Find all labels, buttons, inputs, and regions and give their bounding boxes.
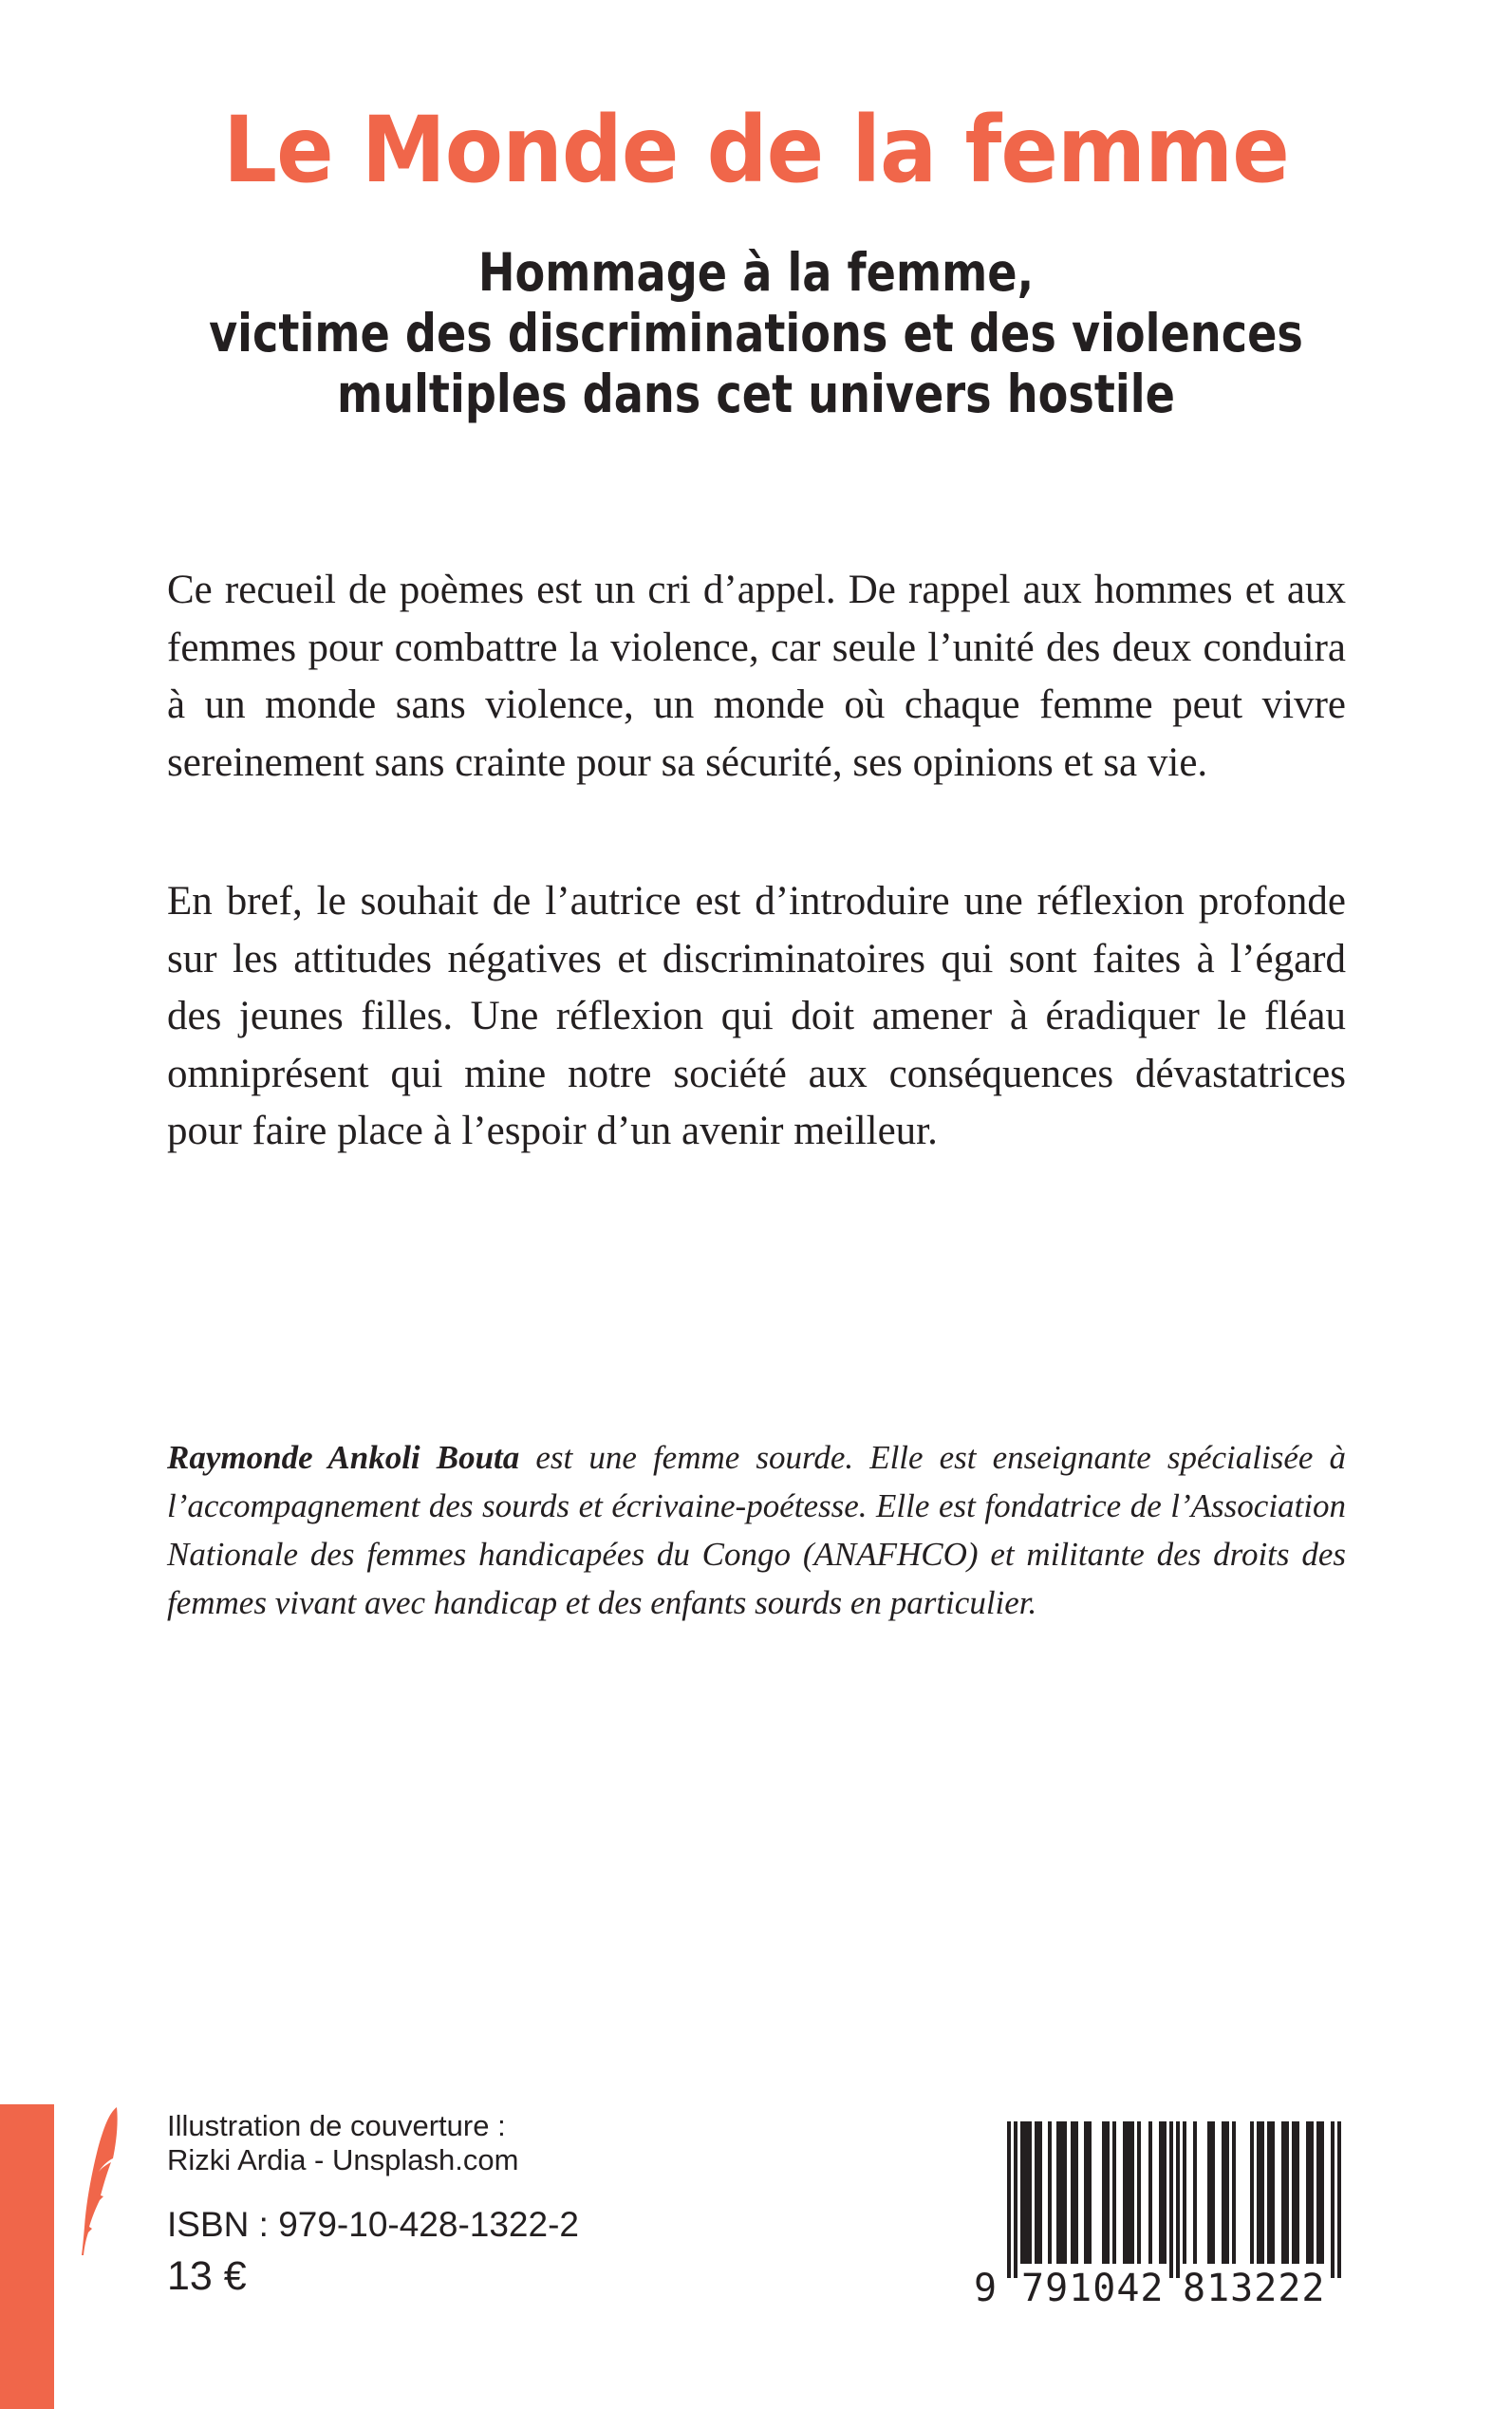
subtitle-line-1: Hommage à la femme, <box>477 242 1035 303</box>
feather-icon <box>81 2105 119 2257</box>
isbn-label: ISBN : 979-10-428-1322-2 <box>167 2205 579 2244</box>
credits-line-1: Illustration de couverture : <box>167 2109 506 2142</box>
accent-bar <box>0 2104 54 2409</box>
author-name: Raymonde Ankoli Bouta <box>167 1439 520 1476</box>
cover-illustration-credits <box>167 2109 518 2177</box>
book-subtitle <box>121 242 1391 424</box>
barcode-first-digit: 9 <box>974 2267 999 2310</box>
author-bio <box>167 1433 1346 1627</box>
barcode-right-digits: 813222 <box>1183 2267 1326 2310</box>
barcode-left-digits: 791042 <box>1021 2267 1165 2310</box>
book-title: Le Monde de la femme <box>223 97 1289 203</box>
blurb-paragraph-2: En bref, le souhait de l’autrice est d’introduire une réflexion profonde sur les attitudes négatives et discriminatoires qui sont faites à l’égard des jeunes filles. Une réflexion qui doit amener à éradiquer le fléau omniprésent qui mine notre société aux conséquences dévastatrices pour faire place à l’espoir d’un avenir meilleur. <box>167 879 1346 1153</box>
price-label: 13 € <box>167 2253 247 2299</box>
subtitle-line-3: multiples dans cet univers hostile <box>337 364 1175 424</box>
credits-line-2: Rizki Ardia - Unsplash.com <box>167 2143 519 2176</box>
subtitle-line-2: victime des discriminations et des violences <box>209 303 1303 364</box>
author-bio-text: est une femme sourde. Elle est enseignante spécialisée à l’accompagnement des sourds et écrivaine-poétesse. Elle est fondatrice de l’Association Nationale des femmes handicapées du Congo (ANAFHCO) et militante des droits des femmes vivant avec handicap et des enfants sourds en particulier. <box>167 1439 1347 1621</box>
blurb-paragraph-1: Ce recueil de poèmes est un cri d’appel. De rappel aux hommes et aux femmes pour combattre la violence, car seule l’unité des deux conduira à un monde sans violence, un monde où chaque femme peut vivre sereinement sans crainte pour sa sécurité, ses opinions et sa vie. <box>167 568 1346 785</box>
